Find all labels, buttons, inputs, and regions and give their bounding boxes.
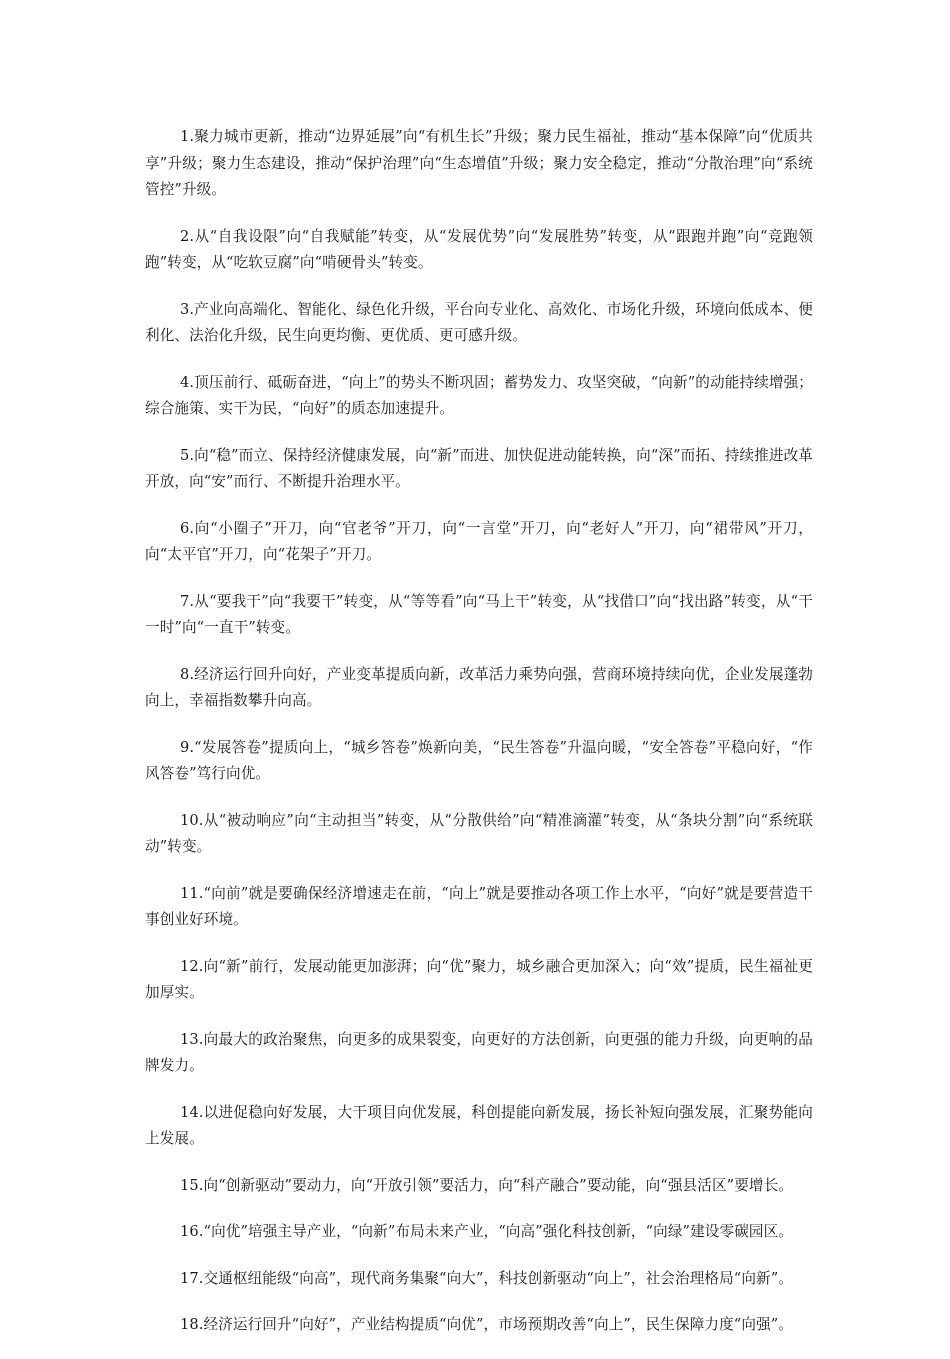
document-body [145, 124, 813, 1359]
paragraph-3: 3.产业向高端化、智能化、绿色化升级，平台向专业化、高效化、市场化升级，环境向低成本、便利化、法治化升级，民生向更均衡、更优质、更可感升级。 [145, 300, 813, 344]
paragraph-18: 18.经济运行回升“向好”，产业结构提质“向优”，市场预期改善“向上”，民生保障力度“向强”。 [180, 1316, 793, 1333]
paragraph-15: 15.向“创新驱动”要动力，向“开放引领”要活力，向“科产融合”要动能，向“强县活区”要增长。 [180, 1176, 793, 1194]
paragraph-7: 7.从“要我干”向“我要干”转变，从“等等看”向“马上干”转变，从“找借口”向“找出路”转变，从“干一时”向“一直干”转变。 [145, 592, 813, 636]
paragraph-13: 13.向最大的政治聚焦，向更多的成果裂变，向更好的方法创新，向更强的能力升级，向更响的品牌发力。 [145, 1030, 813, 1074]
paragraph-17: 17.交通枢纽能级“向高”，现代商务集聚“向大”，科技创新驱动“向上”，社会治理格局“向新”。 [180, 1269, 793, 1287]
paragraph-2: 2.从“自我设限”向“自我赋能”转变，从“发展优势”向“发展胜势”转变，从“跟跑并跑”向“竞跑领跑”转变，从“吃软豆腐”向“啃硬骨头”转变。 [145, 227, 813, 271]
paragraph-1: 1.聚力城市更新，推动“边界延展”向“有机生长”升级；聚力民生福祉，推动“基本保障”向“优质共享”升级；聚力生态建设，推动“保护治理”向“生态增值”升级；聚力安全稳定，推动“分散治理”向“系统管控”升级。 [145, 128, 813, 198]
paragraph-16: 16.“向优”培强主导产业，“向新”布局未来产业，“向高”强化科技创新，“向绿”建设零碳园区。 [180, 1223, 793, 1240]
paragraph-8: 8.经济运行回升向好，产业变革提质向新，改革活力乘势向强，营商环境持续向优，企业发展蓬勃向上，幸福指数攀升向高。 [145, 665, 813, 709]
paragraph-5: 5.向“稳”而立、保持经济健康发展，向“新”而进、加快促进动能转换，向“深”而拓、持续推进改革开放，向“安”而行、不断提升治理水平。 [145, 446, 813, 490]
paragraph-11: 11.“向前”就是要确保经济增速走在前，“向上”就是要推动各项工作上水平，“向好”就是要营造干事创业好环境。 [145, 884, 813, 928]
paragraph-9: 9.“发展答卷”提质向上，“城乡答卷”焕新向美，“民生答卷”升温向暖，“安全答卷”平稳向好，“作风答卷”笃行向优。 [145, 738, 813, 782]
paragraph-4: 4.顶压前行、砥砺奋进，“向上”的势头不断巩固；蓄势发力、攻坚突破，“向新”的动能持续增强；综合施策、实干为民，“向好”的质态加速提升。 [145, 373, 813, 417]
paragraph-14: 14.以进促稳向好发展，大干项目向优发展，科创提能向新发展，扬长补短向强发展，汇聚势能向上发展。 [145, 1103, 813, 1147]
paragraph-10: 10.从“被动响应”向“主动担当”转变，从“分散供给”向“精准滴灌”转变，从“条块分割”向“系统联动”转变。 [145, 811, 813, 855]
paragraph-6: 6.向“小圈子”开刀，向“官老爷”开刀，向“一言堂”开刀，向“老好人”开刀，向“裙带风”开刀，向“太平官”开刀，向“花架子”开刀。 [145, 519, 813, 563]
paragraph-12: 12.向“新”前行，发展动能更加澎湃；向“优”聚力，城乡融合更加深入；向“效”提质，民生福祉更加厚实。 [145, 957, 813, 1001]
